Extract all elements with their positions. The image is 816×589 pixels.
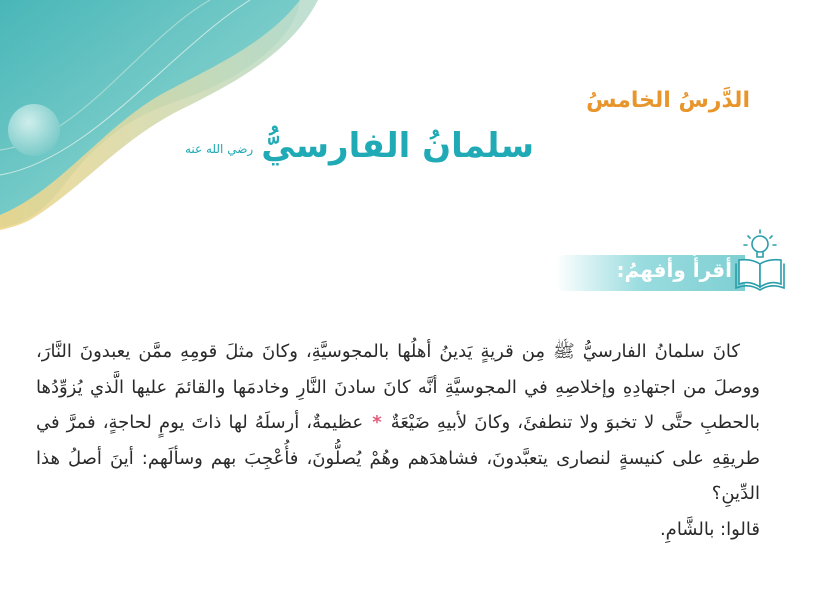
passage-text: كانَ سلمانُ الفارسيُّ ﷺ مِن قريةٍ يَدينُ أهلُها بالمجوسيَّةِ، وكانَ مثلَ قومِهِ ممَّن يعبدونَ النَّارَ، ووصلَ من اجتهادِهِ وإخلاصِهِ في المجوسيَّةِ أنَّه كانَ سادنَ النَّارِ وخادمَها والقائمَ عليها الَّذي يُزوِّدُها بالحطبِ حتَّى لا تخبوَ ولا تنطفئَ، وكانَ لأبيهِ ضَيْعَةٌ — [36, 341, 760, 433]
section-label: أقرأُ وأفهمُ: — [616, 258, 732, 282]
passage-paragraph — [36, 334, 760, 512]
footnote-marker: * — [372, 412, 382, 433]
title-row — [185, 126, 534, 166]
passage-text: عظيمةٌ، أرسلَهُ لها ذاتَ يومٍ لحاجةٍ، فمرَّ في طريقِهِ على كنيسةٍ لنصارى يتعبَّدونَ، فشاهدَهم وهُمْ يُصلُّونَ، فأُعْجِبَ بهم وسألَهم: أينَ أصلُ هذا الدِّينِ؟ — [36, 412, 760, 504]
passage-text: قالوا: بالشَّامِ. — [659, 518, 760, 540]
passage — [36, 334, 760, 547]
decor-circle — [8, 104, 60, 156]
lightbulb-book-icon — [732, 228, 788, 294]
passage-paragraph — [36, 512, 760, 548]
lesson-number: الدَّرسُ الخامسُ — [586, 88, 750, 113]
honorific-mark: رضي الله عنه — [184, 142, 254, 156]
lesson-title: سلمانُ الفارسيُّ — [261, 126, 534, 166]
